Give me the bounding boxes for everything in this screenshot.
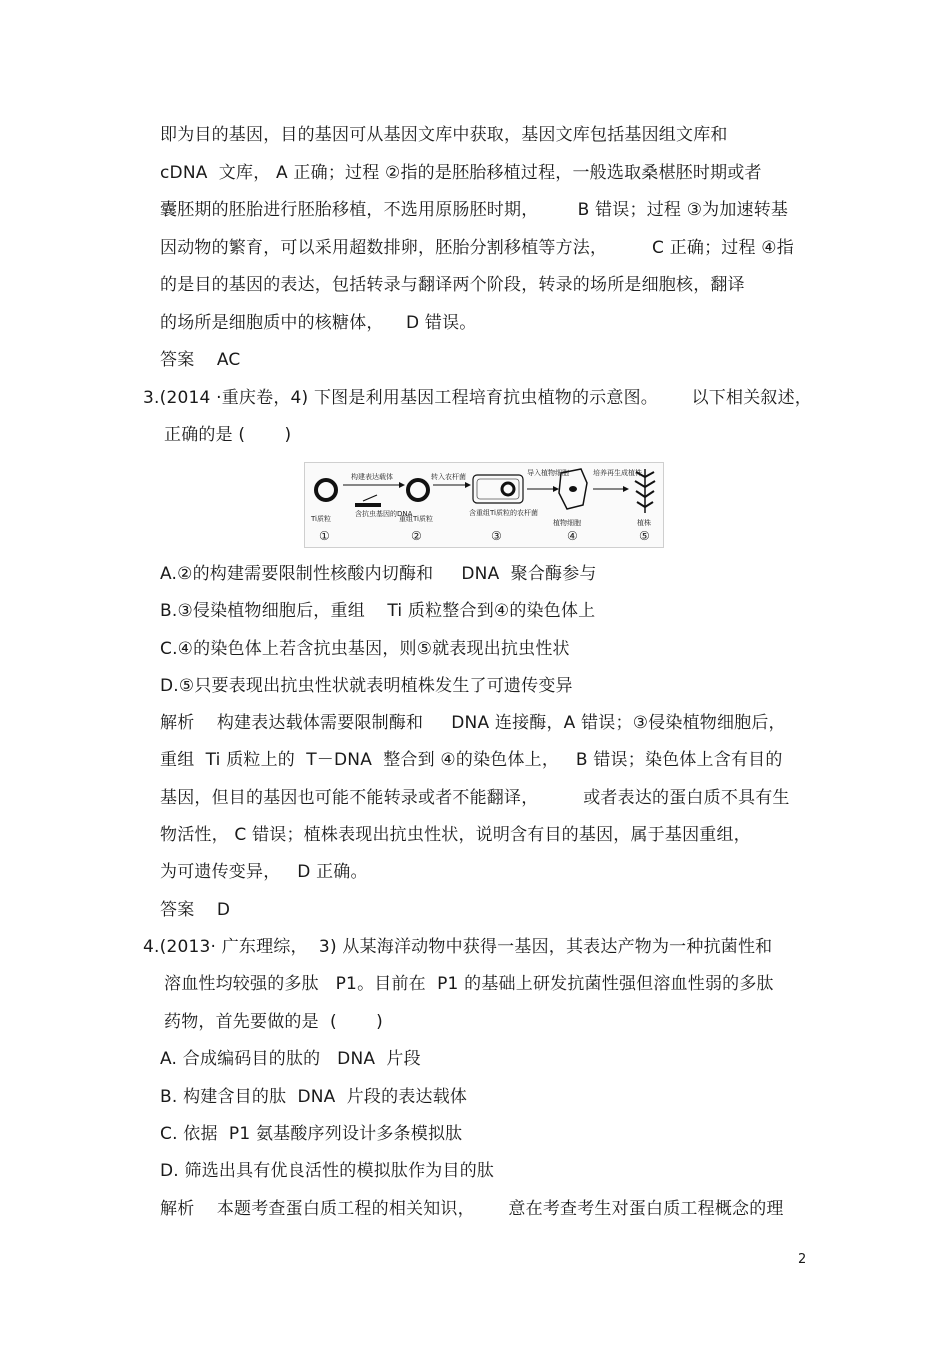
answer-2: 答案 AC xyxy=(160,350,241,370)
gene-engineering-figure xyxy=(304,462,664,548)
recombinant-plasmid-ring xyxy=(408,480,428,500)
text-line-6: 的场所是细胞质中的核糖体， D 错误。 xyxy=(160,313,477,333)
agro-label: 含重组Ti质粒的农杆菌 xyxy=(469,509,539,517)
regenerate-label: 培养再生成植株 xyxy=(593,469,642,477)
ti-plasmid-label: Ti质粒 xyxy=(311,515,332,523)
analysis-4-line-1: 解析 本题考查蛋白质工程的相关知识， 意在考查考生对蛋白质工程概念的理 xyxy=(160,1199,784,1219)
infect-label: 导入植物细胞 xyxy=(527,469,569,477)
step-number-2: ② xyxy=(411,529,422,543)
step-number-4: ④ xyxy=(567,529,578,543)
question-4-stem-cont-2: 药物，首先要做的是 ( ) xyxy=(164,1012,383,1032)
option-3b: B.③侵染植物细胞后，重组 Ti 质粒整合到④的染色体上 xyxy=(160,601,596,621)
question-4-stem: 4.(2013· 广东理综， 3) 从某海洋动物中获得一基因，其表达产物为一种抗菌性和 xyxy=(143,937,773,957)
anti-insect-dna-label: 含抗虫基因的DNA xyxy=(355,510,413,518)
analysis-3-line-3: 基因，但目的基因也可能不能转录或者不能翻译， 或者表达的蛋白质不具有生 xyxy=(160,788,790,808)
page-number: 2 xyxy=(798,1252,807,1267)
build-vector-label: 构建表达载体 xyxy=(351,473,393,481)
text-line-3: 囊胚期的胚胎进行胚胎移植，不选用原肠胚时期， B 错误；过程 ③为加速转基 xyxy=(160,200,789,220)
transform-label: 转入农杆菌 xyxy=(431,473,466,481)
text-line-4: 因动物的繁育，可以采用超数排卵，胚胎分割移植等方法， C 正确；过程 ④指 xyxy=(160,238,794,258)
step-number-1: ① xyxy=(319,529,330,543)
question-4-stem-cont-1: 溶血性均较强的多肽 P1。目前在 P1 的基础上研发抗菌性强但溶血性弱的多肽 xyxy=(164,974,774,994)
step-number-3: ③ xyxy=(491,529,502,543)
text-line-2: cDNA 文库， A 正确；过程 ②指的是胚胎移植过程，一般选取桑椹胚时期或者 xyxy=(160,163,762,183)
option-3a: A.②的构建需要限制性核酸内切酶和 DNA 聚合酶参与 xyxy=(160,564,597,584)
plant-cell-label: 植物细胞 xyxy=(553,519,581,527)
text-line-1: 即为目的基因，目的基因可从基因文库中获取，基因文库包括基因组文库和 xyxy=(160,125,728,145)
option-4b: B. 构建含目的肽 DNA 片段的表达载体 xyxy=(160,1087,468,1107)
question-3-stem-cont: 正确的是 ( ) xyxy=(164,425,292,445)
recombinant-label: 重组Ti质粒 xyxy=(399,515,434,523)
option-4d: D. 筛选出具有优良活性的模拟肽作为目的肽 xyxy=(160,1161,495,1181)
ti-plasmid-ring xyxy=(316,480,336,500)
analysis-3-line-1: 解析 构建表达载体需要限制酶和 DNA 连接酶，A 错误；③侵染植物细胞后， xyxy=(160,713,786,733)
text-line-5: 的是目的基因的表达，包括转录与翻译两个阶段，转录的场所是细胞核，翻译 xyxy=(160,275,745,295)
option-3c: C.④的染色体上若含抗虫基因，则⑤就表现出抗虫性状 xyxy=(160,639,570,659)
option-4a: A. 合成编码目的肽的 DNA 片段 xyxy=(160,1049,421,1069)
option-4c: C. 依据 P1 氨基酸序列设计多条模拟肽 xyxy=(160,1124,463,1144)
analysis-3-line-2: 重组 Ti 质粒上的 T－DNA 整合到 ④的染色体上， B 错误；染色体上含有目的 xyxy=(160,750,783,770)
option-3d: D.⑤只要表现出抗虫性状就表明植株发生了可遗传变异 xyxy=(160,676,573,696)
step-number-5: ⑤ xyxy=(639,529,650,543)
question-3-stem: 3.(2014 ·重庆卷，4) 下图是利用基因工程培育抗虫植物的示意图。 以下相关叙述， xyxy=(143,388,812,408)
answer-3: 答案 D xyxy=(160,900,231,920)
analysis-3-line-4: 物活性， C 错误；植株表现出抗虫性状，说明含有目的基因，属于基因重组， xyxy=(160,825,751,845)
analysis-3-line-5: 为可遗传变异， D 正确。 xyxy=(160,862,368,882)
dna-fragment xyxy=(355,503,381,507)
plant-label: 植株 xyxy=(637,519,651,527)
